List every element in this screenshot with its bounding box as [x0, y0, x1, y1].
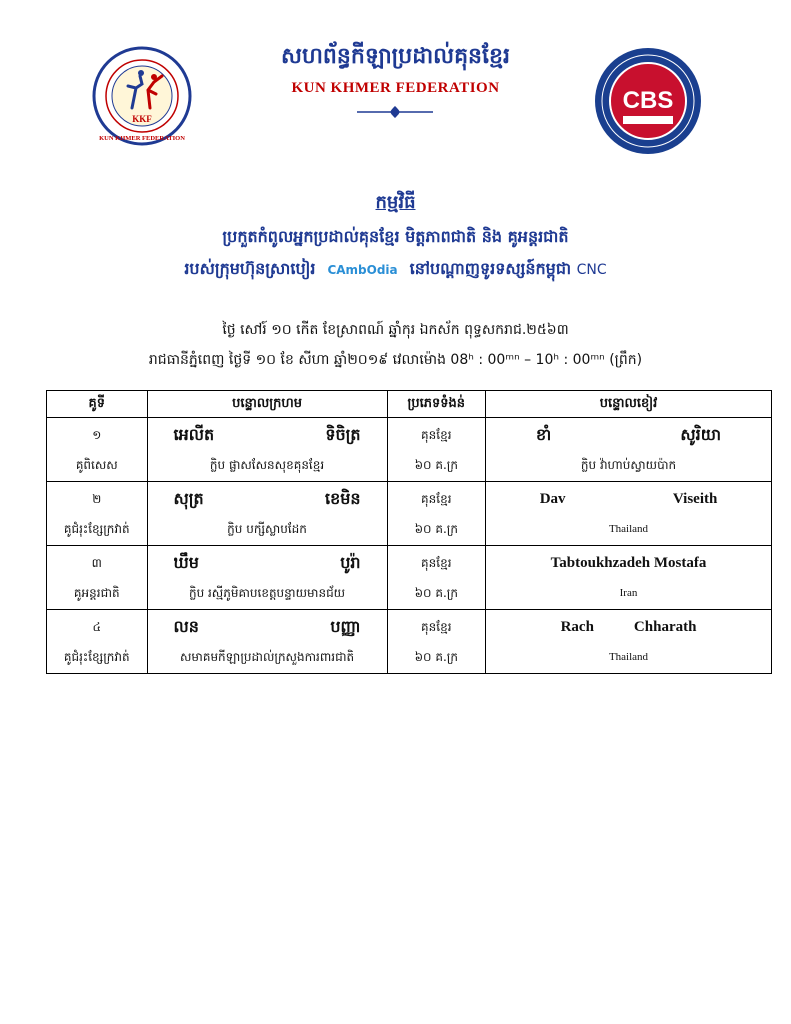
- red-club: សមាគមកីឡាប្រដាល់ក្រសួងការពារជាតិ: [179, 649, 355, 664]
- red-corner-cell: [147, 482, 387, 546]
- bout-number: ១: [92, 427, 102, 442]
- bout-category: គូជំរុះខ្សែក្រវាត់: [63, 649, 130, 664]
- red-corner-cell: [147, 418, 387, 482]
- red-first-name: អេលីត: [173, 424, 215, 444]
- weight-cell: [387, 418, 485, 482]
- svg-text:KKF: KKF: [132, 114, 152, 124]
- bout-cell: [47, 418, 148, 482]
- red-corner-cell: [147, 610, 387, 674]
- bout-category: គូពិសេស: [75, 457, 118, 472]
- divider-ornament: [355, 104, 435, 120]
- red-club: ក្លិប រស្មីភូមិគាបខេត្តបន្ទាយមានជ័យ: [188, 585, 346, 600]
- blue-corner-cell: [486, 418, 772, 482]
- weight-style: គុនខ្មែរ: [421, 491, 452, 506]
- weight-cell: [387, 610, 485, 674]
- weight-value: ៦០ គ.ក្រ: [414, 457, 458, 472]
- blue-first-name: ខាំ: [536, 424, 552, 444]
- table-row: [47, 610, 772, 674]
- bout-category: គូអន្តរជាតិ: [73, 585, 120, 600]
- red-corner-cell: [147, 546, 387, 610]
- red-last-name: ខេមិន: [325, 488, 361, 508]
- weight-style: គុនខ្មែរ: [421, 427, 452, 442]
- bout-category: គូជំរុះខ្សែក្រវាត់: [63, 521, 130, 536]
- blue-fighter-name: [486, 420, 771, 450]
- weight-cell: [387, 482, 485, 546]
- blue-corner-cell: [486, 610, 772, 674]
- bout-number: ៤: [92, 619, 102, 634]
- red-club: ក្លិប ផ្លាសសែនសុខគុនខ្មែរ: [209, 457, 325, 472]
- red-fighter-name: [148, 484, 387, 514]
- red-fighter-name: [148, 548, 387, 578]
- red-fighter-name: [148, 420, 387, 450]
- table-row: [47, 482, 772, 546]
- bout-cell: [47, 546, 148, 610]
- bout-number: ៣: [91, 555, 102, 570]
- bout-number: ២: [92, 491, 102, 506]
- weight-style: គុនខ្មែរ: [421, 555, 452, 570]
- table-row: [47, 546, 772, 610]
- weight-value: ៦០ គ.ក្រ: [414, 649, 458, 664]
- lunar-date: ថ្ងៃ សៅរ៍ ១០ កើត ខែស្រាពណ៍ ឆ្នាំកុរ ឯកស័ក ពុទ្ធសករាជ.២៥៦៣: [222, 322, 569, 338]
- svg-text:CBS: CBS: [622, 87, 674, 114]
- blue-last-name: Chharath: [633, 618, 697, 635]
- red-last-name: បូរ៉ា: [340, 552, 361, 572]
- red-first-name: សុត្រ: [173, 488, 204, 508]
- header-red-corner: បន្ទោលក្រហម: [147, 391, 387, 418]
- event-date-time: រាជធានីភ្នំពេញ ថ្ងៃទី ១០ ខែ សីហា ឆ្នាំ២០១៩ វេលាម៉ោង 08ʰ : 00ᵐⁿ – 10ʰ : 00ᵐⁿ (ព្រឹក): [148, 352, 643, 368]
- red-first-name: ឃឹម: [173, 552, 199, 572]
- org-name-khmer: សហព័ន្ធកីឡាប្រដាល់គុនខ្មែរ: [281, 44, 510, 69]
- blue-fighter-name: Tabtoukhzadeh Mostafa: [550, 554, 707, 571]
- red-fighter-name: [148, 612, 387, 642]
- program-title: កម្មវិធី: [375, 192, 416, 213]
- red-club: ក្លិប បក្សីស្លាបដែក: [227, 521, 307, 536]
- weight-value: ៦០ គ.ក្រ: [414, 521, 458, 536]
- blue-first-name: Dav: [539, 490, 566, 507]
- blue-country: Thailand: [608, 522, 649, 535]
- table-header-row: [47, 391, 772, 418]
- table-row: [47, 418, 772, 482]
- weight-value: ៦០ គ.ក្រ: [414, 585, 458, 600]
- broadcaster-cnc: CNC: [576, 262, 607, 278]
- bout-cell: [47, 482, 148, 546]
- bout-cell: [47, 610, 148, 674]
- header-weight-class: ប្រភេទទំងន់: [387, 391, 485, 418]
- red-last-name: ទិចិត្រ: [325, 424, 361, 444]
- blue-corner-cell: [486, 482, 772, 546]
- org-name-english: KUN KHMER FEDERATION: [291, 80, 500, 96]
- blue-country: Thailand: [608, 650, 649, 663]
- program-subtitle-line1: ប្រកួតកំពូលអ្នកប្រដាល់គុនខ្មែរ មិត្តភាពជាតិ និង គូអន្តរជាតិ: [222, 227, 569, 246]
- fight-schedule-table: [46, 390, 772, 674]
- sponsor-brand: CAmbOdia: [327, 263, 398, 277]
- blue-last-name: Viseith: [672, 490, 718, 507]
- blue-first-name: Rach: [560, 618, 594, 635]
- header-bout-number: គូទី: [47, 391, 148, 418]
- subtitle-broadcaster-text: នៅបណ្តាញទូរទស្សន៍កម្ពុជា: [409, 259, 572, 278]
- red-first-name: លន: [173, 616, 199, 636]
- subtitle-sponsor-text: របស់ក្រុមហ៊ុនស្រាបៀរ: [184, 259, 316, 278]
- program-subtitle-line2: [0, 258, 791, 282]
- blue-club: ក្លិប វ៉ាហាប់ស្វាយប៉ាក: [580, 457, 677, 472]
- blue-fighter-name: [486, 612, 771, 642]
- svg-text:KUN KHMER FEDERATION: KUN KHMER FEDERATION: [99, 135, 185, 142]
- weight-cell: [387, 546, 485, 610]
- red-last-name: បញ្ញា: [330, 616, 361, 636]
- weight-style: គុនខ្មែរ: [421, 619, 452, 634]
- header-blue-corner: បន្ទោលខៀវ: [486, 391, 772, 418]
- blue-fighter-name: [486, 484, 771, 514]
- blue-corner-cell: [486, 546, 772, 610]
- blue-last-name: សូរិយា: [680, 424, 721, 444]
- blue-country: Iran: [619, 586, 638, 599]
